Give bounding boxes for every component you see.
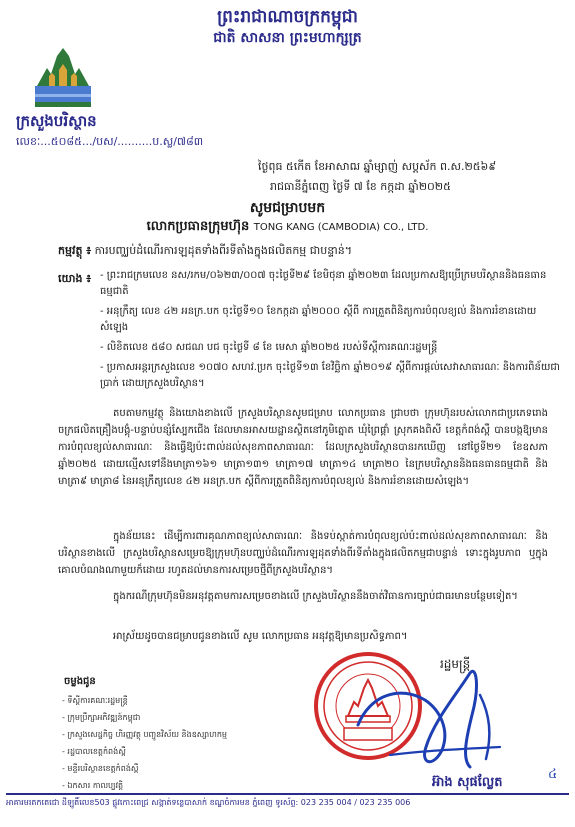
body-paragraph-4: អាស្រ័យដូចបានជម្រាបជូនខាងលើ សូម លោកប្រធាន អនុវត្តឱ្យមានប្រសិទ្ធភាព។ (113, 631, 408, 642)
ministry-emblem (33, 46, 93, 108)
solar-date: រាជធានីភ្នំពេញ ថ្ងៃទី ៧ ខែ កក្កដា ឆ្នាំ២០២៥ (270, 180, 451, 193)
subject-label: កម្មវត្ថុ ៖ (58, 244, 92, 257)
reference-item: - ព្រះរាជក្រមលេខ នស/រកម/០៦២៣/០០៧ ចុះថ្ងៃទី២៩ ខែមិថុនា ឆ្នាំ២០២៣ ដែលប្រកាសឱ្យប្រើក្រមបរិស្ថាននិងធនធានធម្មជាតិ (100, 270, 547, 297)
national-motto: ជាតិ សាសនា ព្រះមហាក្សត្រ (213, 30, 362, 46)
signatory-name: អ៊ាង សុផល្លែត (432, 775, 503, 790)
references-list (100, 268, 560, 396)
recipient (0, 218, 575, 237)
page-mark: ៤ (548, 767, 558, 782)
reference-item: - ប្រកាសអន្តរក្រសួងលេខ ១០៧០ សហវ.ប្រក ចុះថ្ងៃទី១៣ ខែវិច្ឆិកា ឆ្នាំ២០១៩ ស្តីពីការផ្តល់សេវាសាធារណៈ និងការពិន័យជាប្រាក់ ដោយក្រសួងបរិស្ថាន។ (100, 362, 560, 389)
body-paragraph-1: តបតាមកម្មវត្ថុ និងយោងខាងលើ ក្រសួងបរិស្ថានសូមជម្រាប លោកប្រធាន ជ្រាបថា ក្រុមហ៊ុនរបស់លោកជាប្រភេទរោងចក្រផលិតគ្រឿងបង្គុំ-បន្ទាប់បន្សំស្បែកជើង ដែលមានអាសយដ្ឋានស្ថិតនៅភូមិត្នោត ឃុំព្រៃផ្គាំ ស្រុកគងពិសី ខេត្តកំពង់ស្ពឺ បានបង្កឱ្យមានការបំពុលខ្យល់សាធារណៈ និងធ្វើឱ្យប៉ះពាល់ដល់សុខភាពសាធារណៈ ដែលក្រសួងបរិស្ថានបានរកឃើញ នៅថ្ងៃទី២១ ខែឧសភា ឆ្នាំ២០២៥ ដោយល្មើសទៅនឹងមាត្រា១៦១ មាត្រា១៣១ មាត្រា១៧ មាត្រា១៤ មាត្រា២០ នៃក្រមបរិស្ថាននិងធនធានធម្មជាតិ និងមាត្រា៩ មាត្រា៨ នៃអនុក្រឹត្យលេខ ៤២ អនក្រ.បក ស្តីពីការត្រួតពិនិត្យការបំពុលខ្យល់ និងការរំខានដោយសំឡេង។ (58, 408, 548, 487)
salutation: សូមជម្រាបមក (249, 200, 326, 216)
cc-item: - ក្រុមប្រឹក្សាអភិវឌ្ឍន៍កម្ពុជា (62, 713, 141, 722)
cc-item: - មន្ទីរបរិស្ថានខេត្តកំពង់ស្ពឺ (62, 764, 139, 773)
subject-line (58, 244, 558, 260)
subject-text: ការបញ្ឈប់ដំណើរការឡដុតទាំងពីរទីតាំងក្នុងផលិតកម្ម ជាបន្ទាន់។ (94, 244, 352, 257)
footer-divider (6, 793, 569, 795)
handwritten-signature (330, 655, 540, 785)
cc-item: - ទីស្តីការគណៈរដ្ឋមន្ត្រី (62, 696, 128, 705)
reference-item: - អនុក្រឹត្យ លេខ ៤២ អនក្រ.បក ចុះថ្ងៃទី១០ ខែកក្កដា ឆ្នាំ២០០០ ស្តីពី ការត្រួតពិនិត្យការបំពុលខ្យល់ និងការរំខានដោយសំឡេង (100, 306, 537, 333)
ministry-name: ក្រសួងបរិស្ថាន (16, 112, 97, 130)
footer-address: អាគារមរតកតេជោ ដីឡូតិ៍លេខ503 ផ្លូវកោះពេជ្រ សង្កាត់ទន្លេបាសាក់ ខណ្ឌចំការមន ភ្នំពេញ ទូរស័ព្ទ: 023 235 004 / 023 235 006 (6, 798, 411, 807)
body-paragraph-2: ក្នុងន័យនេះ ដើម្បីការពារគុណភាពខ្យល់សាធារណៈ និងទប់ស្កាត់ការបំពុលខ្យល់ប៉ះពាល់ដល់សុខភាពសាធារណៈ និងបរិស្ថានខាងលើ ក្រសួងបរិស្ថានសម្រេចឱ្យក្រុមហ៊ុនបញ្ឈប់ដំណើរការឡដុតទាំងពីរទីតាំងក្នុងផលិតកម្មជាបន្ទាន់ ទោះក្នុងរូបភាព ឬក្នុងគោលបំណងណាមួយក៏ដោយ រហូតដល់មានការសម្រេចថ្មីពីក្រសួងបរិស្ថាន។ (58, 531, 548, 576)
lunar-date: ថ្ងៃពុធ ៥កើត ខែអាសាឍ ឆ្នាំម្សាញ់ សប្តស័ក ព.ស.២៥៦៩ (258, 160, 497, 173)
reference-item: - លិខិតលេខ ៥៨០ សជណ បជ ចុះថ្ងៃទី ៨ ខែ មេសា ឆ្នាំ២០២៥ របស់ទីស្តីការគណៈរដ្ឋមន្ត្រី (100, 342, 438, 353)
recipient-kh: លោកប្រធានក្រុមហ៊ុន (146, 219, 250, 234)
reference-number: លេខៈ...៥០៨៥.../បស/..........ប.ស្ល/៧៨៣ (16, 135, 204, 148)
recipient-en: TONG KANG (CAMBODIA) CO., LTD. (253, 222, 429, 233)
cc-item: - ឯកសារ កាលប្បវត្តិ (62, 781, 124, 790)
body-paragraph-3: ក្នុងករណីក្រុមហ៊ុនមិនអនុវត្តតាមការសម្រេចខាងលើ ក្រសួងបរិស្ថាននឹងចាត់វិធានការច្បាប់ជាធរមានបន្ថែមទៀត។ (113, 591, 518, 602)
cc-title: ចម្លងជូន (64, 676, 96, 687)
cc-item: - រដ្ឋបាលខេត្តកំពង់ស្ពឺ (62, 747, 126, 756)
minister-title: រដ្ឋមន្ត្រី (440, 657, 471, 671)
references-label: យោង ៖ (58, 272, 92, 285)
cc-item: - ក្រសួងសេដ្ឋកិច្ច ហិរញ្ញវត្ថុ បញ្ជូនវិស័យ និងឧស្សាហកម្ម (62, 730, 227, 739)
cc-list (62, 692, 227, 794)
kingdom-heading: ព្រះរាជាណាចក្រកម្ពុជា (217, 7, 358, 27)
